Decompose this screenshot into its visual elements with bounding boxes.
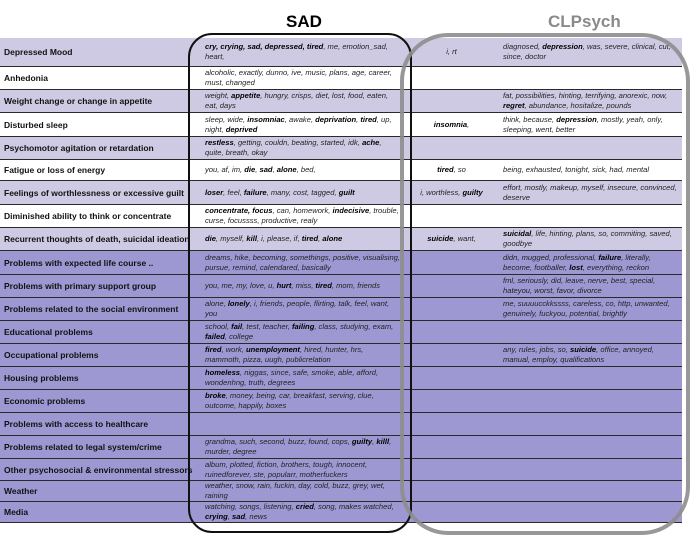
- sad-words-cell: [205, 481, 400, 501]
- row-label: Educational problems: [4, 327, 93, 337]
- word-text: ,: [318, 234, 323, 243]
- row-label: Media: [4, 507, 29, 517]
- row-label: Disturbed sleep: [4, 119, 68, 130]
- clpsych-words-cell: [503, 113, 681, 136]
- word-text: i, rt: [446, 47, 457, 56]
- sad-header: SAD: [286, 12, 322, 31]
- highlighted-word: killl: [376, 437, 390, 446]
- table-row: [0, 160, 682, 181]
- sad-words-cell: [205, 113, 400, 136]
- word-text: being, exhausted, tonight, sick, had, mental: [503, 165, 650, 174]
- sad-words-cell: [205, 181, 400, 204]
- row-label: Economic problems: [4, 396, 86, 406]
- table-row: [0, 367, 682, 390]
- highlighted-word: die: [205, 234, 216, 243]
- highlighted-word: sad: [232, 512, 246, 521]
- highlighted-word: alone: [276, 165, 297, 174]
- word-text: alone,: [205, 299, 228, 308]
- shared-words-cell: [405, 459, 498, 480]
- word-text: effort, mostly, makeup, myself, insecure, convinced, deserve: [503, 182, 677, 202]
- word-text: you, af, im,: [205, 165, 245, 174]
- highlighted-word: restless: [205, 138, 234, 147]
- highlighted-word: concentrate, focus: [205, 206, 273, 215]
- shared-words-cell: [405, 90, 498, 112]
- table-row: [0, 390, 682, 413]
- word-text: ,: [227, 512, 233, 521]
- row-label: Weight change or change in appetite: [4, 96, 153, 106]
- highlighted-word: guilt: [338, 187, 355, 197]
- sad-words-cell: [205, 344, 400, 366]
- word-text: grandma, such, second, buzz, found, cops,: [205, 437, 352, 446]
- highlighted-word: deprivation: [315, 114, 357, 124]
- shared-words-cell: [405, 436, 498, 458]
- highlighted-word: indecisive: [332, 206, 370, 215]
- row-label: Problems related to the social environment: [4, 304, 179, 314]
- highlighted-word: tired: [301, 234, 319, 243]
- word-text: , office, annoyed, manual, employ, qualifications: [503, 345, 654, 364]
- row-label: Psychomotor agitation or retardation: [4, 143, 154, 153]
- shared-words-cell: [405, 113, 498, 136]
- word-text: watching, songs, listening,: [205, 502, 296, 511]
- word-text: , feel,: [223, 187, 244, 197]
- clpsych-words-cell: [503, 436, 681, 458]
- row-label: Fatigue or loss of energy: [4, 165, 106, 175]
- table-row: [0, 298, 682, 321]
- word-text: , trouble, curse, focussss, productive, realy: [205, 206, 399, 225]
- row-label: Problems with access to healthcare: [4, 419, 149, 429]
- word-text: , class, studying, exam,: [314, 322, 394, 331]
- highlighted-word: lost: [569, 262, 583, 272]
- clpsych-words-cell: [503, 205, 681, 227]
- word-text: think, because,: [503, 114, 557, 124]
- clpsych-words-cell: [503, 38, 681, 66]
- clpsych-words-cell: [503, 321, 681, 343]
- highlighted-word: failing: [291, 322, 315, 331]
- word-text: , want,: [453, 234, 476, 243]
- table-row: [0, 481, 682, 502]
- highlighted-word: hurt: [276, 281, 292, 290]
- word-text: , life, hinting, plans, so, commiting, saved, goodbye: [503, 229, 672, 248]
- table-row: [0, 181, 682, 205]
- sad-words-cell: [205, 298, 400, 320]
- shared-words-cell: [405, 275, 498, 297]
- row-label: Problems with expected life course ..: [4, 257, 154, 268]
- word-text: , quite, breath, okay: [205, 138, 382, 157]
- highlighted-word: appetite: [231, 91, 261, 100]
- highlighted-word: lonely: [227, 299, 250, 308]
- clpsych-words-cell: [503, 390, 681, 412]
- highlighted-word: failed: [205, 332, 225, 341]
- clpsych-words-cell: [503, 228, 681, 250]
- word-text: , work,: [221, 345, 246, 354]
- shared-words-cell: [405, 38, 498, 66]
- highlighted-word: sad: [259, 165, 273, 174]
- word-text: , mom, friends: [331, 281, 380, 290]
- word-text: , song, makes watched,: [313, 502, 394, 511]
- clpsych-words-cell: [503, 160, 681, 180]
- highlighted-word: suicide: [569, 345, 597, 354]
- word-text: , murder, degree: [205, 437, 392, 456]
- sad-words-cell: [205, 459, 400, 480]
- shared-words-cell: [405, 367, 498, 389]
- word-text: , college: [224, 332, 254, 341]
- highlighted-word: die: [244, 165, 256, 174]
- highlighted-word: crying: [205, 512, 228, 521]
- highlighted-word: regret: [503, 101, 525, 110]
- word-text: , was, severe, clinical, cut, since, doctor: [503, 42, 672, 61]
- clpsych-words-cell: [503, 275, 681, 297]
- highlighted-word: fail: [231, 322, 243, 331]
- row-label: Problems related to legal system/crime: [4, 442, 162, 452]
- table-row: [0, 344, 682, 367]
- shared-words-cell: [405, 390, 498, 412]
- word-text: , myself,: [215, 234, 247, 243]
- table-row: [0, 67, 682, 90]
- highlighted-word: suicide: [427, 234, 454, 243]
- clpsych-words-cell: [503, 181, 681, 204]
- clpsych-words-cell: [503, 502, 681, 522]
- highlighted-word: suicidal: [503, 229, 532, 238]
- row-label: Problems with primary support group: [4, 281, 157, 291]
- table-row: [0, 275, 682, 298]
- row-label: Other psychosocial & environmental stressors: [4, 464, 193, 475]
- row-label: Depressed Mood: [4, 47, 73, 57]
- comparison-table: [0, 38, 682, 523]
- word-text: , many, cost, tagged,: [266, 187, 339, 197]
- sad-words-cell: [205, 90, 400, 112]
- word-text: didn, mugged, professional,: [503, 252, 599, 262]
- shared-words-cell: [405, 502, 498, 522]
- highlighted-word: broke: [205, 391, 226, 400]
- word-text: weather, snow, rain, fuckin, day, cold, buzz, grey, wet, raining: [205, 481, 385, 500]
- word-text: sleep, wide,: [205, 114, 248, 124]
- highlighted-word: loser: [205, 187, 224, 197]
- clpsych-header: CLPsych: [548, 12, 621, 31]
- highlighted-word: depression: [542, 42, 583, 51]
- row-label: Occupational problems: [4, 350, 99, 360]
- word-text: school,: [205, 322, 232, 331]
- word-text: ,: [372, 437, 377, 446]
- highlighted-word: cried: [295, 502, 314, 511]
- sad-words-cell: [205, 413, 400, 435]
- shared-words-cell: [405, 205, 498, 227]
- word-text: , money, being, car, breakfast, serving, clue, outcome, happily, boxes: [205, 391, 374, 410]
- sad-words-cell: [205, 160, 400, 180]
- table-row: [0, 90, 682, 113]
- table-row: [0, 436, 682, 459]
- word-text: , news: [245, 512, 268, 521]
- row-label: Weather: [4, 486, 38, 496]
- table-row: [0, 205, 682, 228]
- row-label: Housing problems: [4, 373, 79, 383]
- table-row: [0, 228, 682, 251]
- word-text: , everything, reckon: [582, 262, 650, 272]
- shared-words-cell: [405, 413, 498, 435]
- highlighted-word: fired: [205, 345, 222, 354]
- word-text: , mostly, yeah, only, sleeping, went, better: [503, 114, 663, 134]
- sad-words-cell: [205, 205, 400, 227]
- highlighted-word: insomniac: [247, 114, 285, 124]
- clpsych-words-cell: [503, 481, 681, 501]
- word-text: album, plotted, fiction, brothers, tough, innocent, ruinedforever, ste, popularr, motherfuckers: [205, 459, 368, 479]
- word-text: , up, night,: [205, 114, 392, 134]
- highlighted-word: depression: [556, 114, 597, 124]
- word-text: ,: [255, 165, 260, 174]
- word-text: ,: [272, 165, 277, 174]
- word-text: , hired, hunter, hrs, mammoth, pizza, uugh, publicrelation: [205, 345, 364, 364]
- word-text: , abundance, hositalize, pounds: [524, 101, 632, 110]
- word-text: , hungry, crisps, diet, lost, food, eaten, eat, days: [205, 91, 389, 110]
- word-text: diagnosed,: [503, 42, 543, 51]
- sad-words-cell: [205, 390, 400, 412]
- word-text: i, worthless,: [420, 187, 463, 197]
- clpsych-words-cell: [503, 459, 681, 480]
- shared-words-cell: [405, 251, 498, 274]
- clpsych-words-cell: [503, 251, 681, 274]
- word-text: , literally, become, footballer,: [503, 252, 651, 272]
- word-text: , getting, couldn, beating, started, idk,: [233, 138, 363, 147]
- word-text: , can, homework,: [272, 206, 333, 215]
- sad-words-cell: [205, 67, 400, 89]
- row-label: Recurrent thoughts of death, suicidal ideation: [4, 234, 190, 244]
- word-text: dreams, hike, becoming, somethings, positive, visualising, pursue, remind, calendared, basically: [205, 252, 400, 272]
- highlighted-word: failure: [243, 187, 267, 197]
- row-label: Anhedonia: [4, 73, 48, 83]
- word-text: ,: [356, 114, 361, 124]
- clpsych-words-cell: [503, 344, 681, 366]
- highlighted-word: homeless: [205, 368, 241, 377]
- highlighted-word: cry, crying, sad, depressed, tired: [205, 42, 324, 51]
- table-row: [0, 113, 682, 137]
- word-text: , i, please, if,: [256, 234, 302, 243]
- highlighted-word: kill: [246, 234, 257, 243]
- word-text: , me, emotion_sad, heart,: [205, 42, 388, 61]
- shared-words-cell: [405, 160, 498, 180]
- clpsych-words-cell: [503, 298, 681, 320]
- word-text: any, rules, jobs, so,: [503, 345, 570, 354]
- clpsych-words-cell: [503, 413, 681, 435]
- highlighted-word: unemployment: [245, 345, 300, 354]
- shared-words-cell: [405, 67, 498, 89]
- highlighted-word: guilty: [462, 187, 483, 197]
- highlighted-word: alone: [322, 234, 343, 243]
- shared-words-cell: [405, 181, 498, 204]
- sad-words-cell: [205, 367, 400, 389]
- sad-words-cell: [205, 436, 400, 458]
- word-text: , bed,: [296, 165, 316, 174]
- clpsych-words-cell: [503, 90, 681, 112]
- sad-words-cell: [205, 38, 400, 66]
- highlighted-word: failure: [598, 252, 622, 262]
- shared-words-cell: [405, 344, 498, 366]
- shared-words-cell: [405, 298, 498, 320]
- sad-words-cell: [205, 137, 400, 159]
- highlighted-word: insomnia: [433, 119, 468, 129]
- word-text: fml, seriously, did, leave, nerve, best, special, hateyou, worst, favor, divorce: [503, 276, 656, 295]
- word-text: weight,: [205, 91, 232, 100]
- table-row: [0, 413, 682, 436]
- highlighted-word: ache: [362, 138, 380, 147]
- word-text: fat, possibilities, hinting, terrifying, anorexic, now,: [503, 91, 668, 100]
- table-row: [0, 502, 682, 523]
- word-text: , so: [453, 165, 466, 174]
- sad-words-cell: [205, 275, 400, 297]
- word-text: , miss,: [291, 281, 316, 290]
- word-text: , niggas, since, safe, smoke, able, afford, wondenhng, truth, degrees: [205, 368, 379, 387]
- word-text: , test, teacher,: [242, 322, 292, 331]
- table-row: [0, 137, 682, 160]
- clpsych-words-cell: [503, 137, 681, 159]
- highlighted-word: tired: [315, 281, 332, 290]
- sad-words-cell: [205, 228, 400, 250]
- table-row: [0, 251, 682, 275]
- highlighted-word: deprived: [225, 124, 258, 134]
- row-label: Diminished ability to think or concentrate: [4, 211, 172, 221]
- word-text: , awake,: [284, 114, 316, 124]
- word-text: , i, friends, people, flirting, talk, feel, want, you: [205, 299, 390, 318]
- word-text: you, me, my, love, u,: [205, 281, 277, 290]
- sad-words-cell: [205, 321, 400, 343]
- shared-words-cell: [405, 481, 498, 501]
- table-row: [0, 321, 682, 344]
- sad-words-cell: [205, 502, 400, 522]
- shared-words-cell: [405, 228, 498, 250]
- shared-words-cell: [405, 321, 498, 343]
- row-label: Feelings of worthlessness or excessive guilt: [4, 187, 184, 198]
- word-text: alcoholic, exactly, dunno, ive, music, plans, age, career, must, changed: [205, 68, 392, 87]
- word-text: me, suuuucckkssss, careless, co, http, unwanted, genuinely, fuckyou, potential, brightly: [503, 299, 670, 318]
- clpsych-words-cell: [503, 367, 681, 389]
- highlighted-word: tired: [360, 114, 377, 124]
- table-row: [0, 459, 682, 481]
- shared-words-cell: [405, 137, 498, 159]
- highlighted-word: guilty: [351, 437, 373, 446]
- word-text: ,: [467, 119, 470, 129]
- clpsych-words-cell: [503, 67, 681, 89]
- table-row: [0, 38, 682, 67]
- sad-words-cell: [205, 251, 400, 274]
- highlighted-word: tired: [437, 165, 454, 174]
